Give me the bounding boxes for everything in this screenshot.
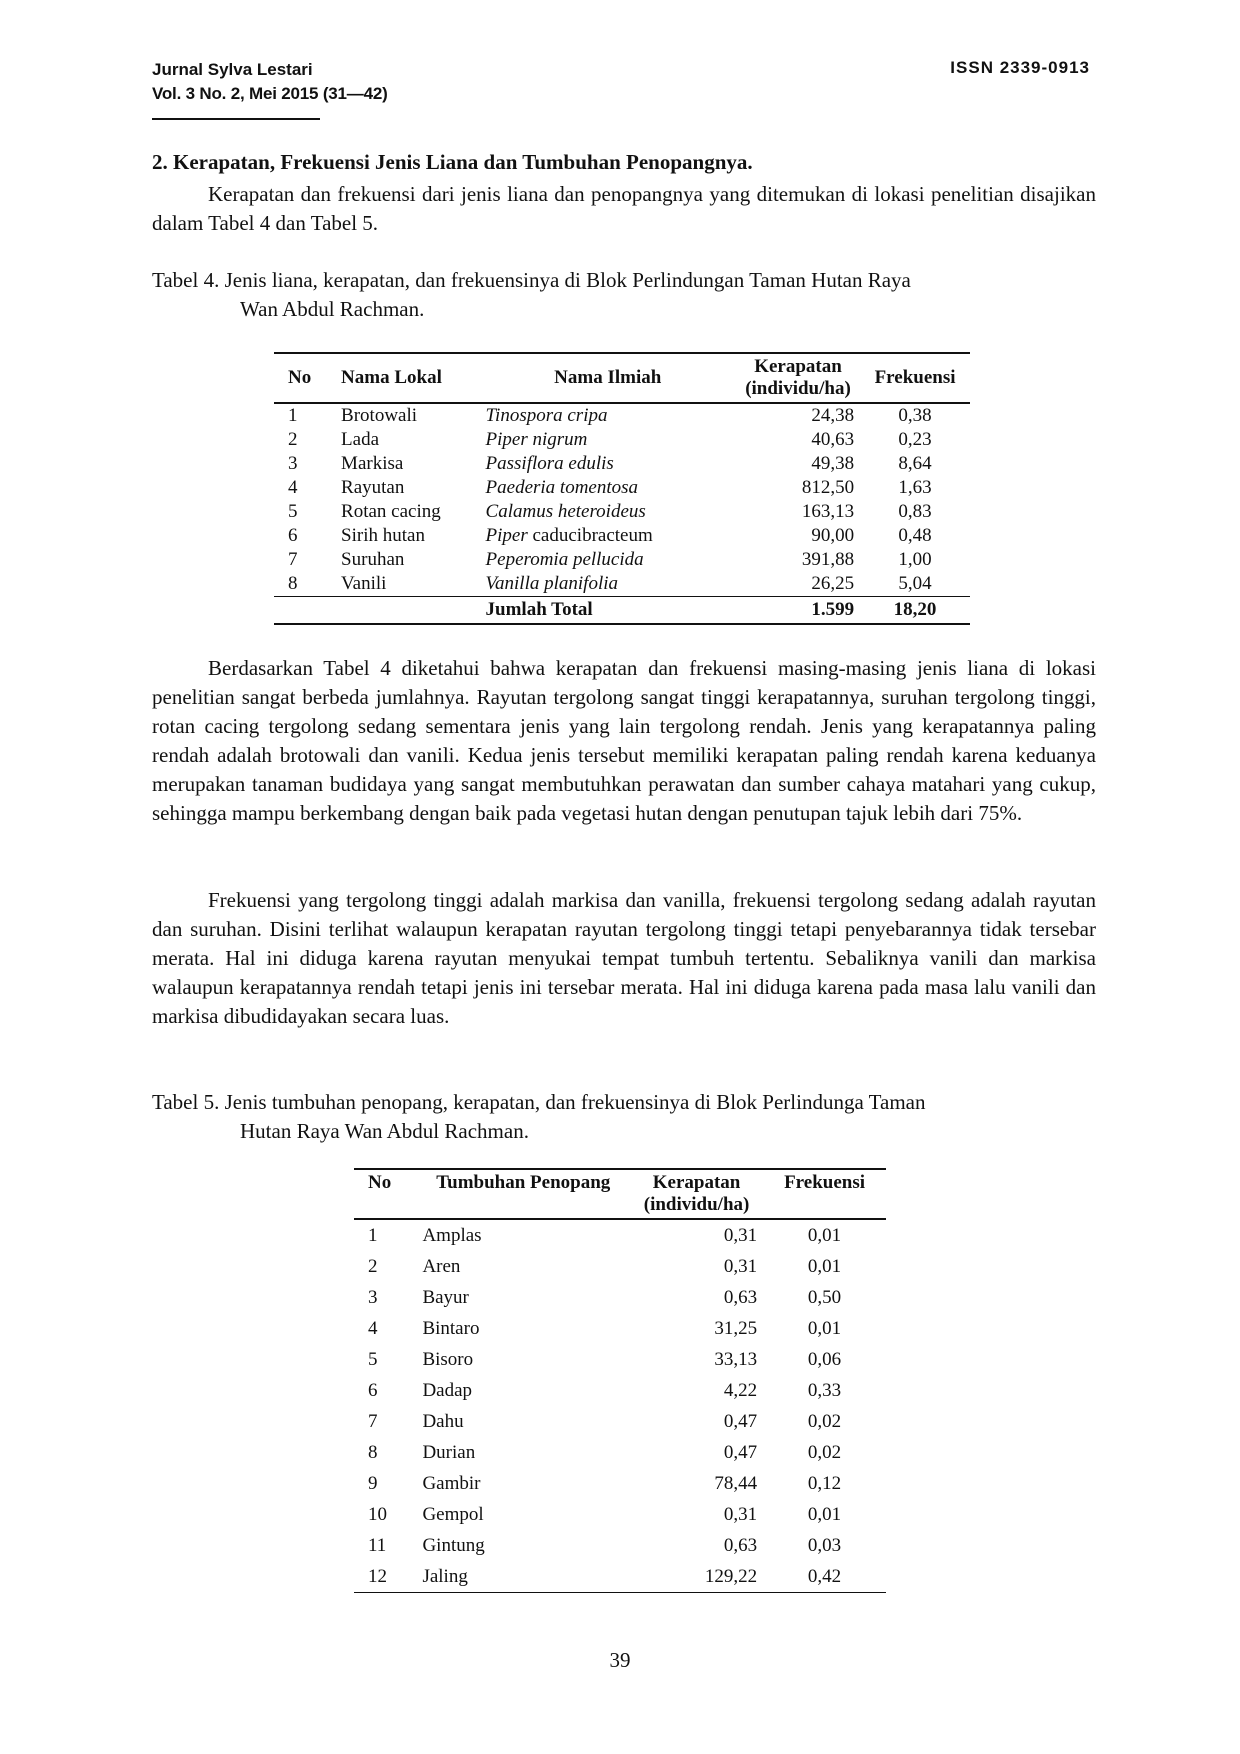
table4-cell-ilmiah: [480, 428, 736, 452]
table4-total-label: Jumlah Total: [485, 599, 593, 620]
table4-cell-kerapatan: 24,38: [811, 405, 855, 426]
table5-cell-penopang: Aren: [422, 1256, 461, 1277]
table5-header-kerapatan-2: (individu/ha): [643, 1194, 750, 1215]
table4-header-kerapatan: [736, 353, 860, 403]
table5-cell-no: 8: [368, 1442, 378, 1463]
discussion-paragraph-2-text: Frekuensi yang tergolong tinggi adalah markisa dan vanilla, frekuensi tergolong sedang adalah rayutan dan suruhan. Disini terlihat walaupun kerapatan rayutan tergolong tinggi tetapi penyebarannya tidak tersebar merata. Hal ini diduga karena rayutan menyukai tempat tumbuh tertentu. Sebaliknya vanili dan markisa walaupun kerapatannya rendah tetapi jenis ini tersebar merata. Hal ini diduga karena pada masa lalu vanili dan markisa dibudidayakan secara luas.: [152, 888, 1096, 1028]
table5-cell-frekuensi: 0,50: [807, 1287, 842, 1308]
section-intro-text: Kerapatan dan frekuensi dari jenis liana dan penopangnya yang ditemukan di lokasi penelitian disajikan dalam Tabel 4 dan Tabel 5.: [152, 182, 1096, 235]
table4-cell-no: 7: [288, 549, 298, 570]
table4-cell-lokal: Rotan cacing: [341, 501, 441, 522]
table4-cell-ilmiah: [480, 403, 736, 428]
table4-header-frekuensi: Frekuensi: [874, 367, 956, 388]
table4-cell-no: 8: [288, 573, 298, 594]
table4-cell-frekuensi: 0,83: [898, 501, 932, 522]
table5-cell-no: 2: [368, 1256, 378, 1277]
table4-total-kerapatan: 1.599: [811, 599, 855, 620]
table5-row: [354, 1530, 886, 1561]
table5-cell-kerapatan: 4,22: [723, 1380, 758, 1401]
table4-total-empty-lokal: [335, 597, 479, 625]
table5-caption-line2: Hutan Raya Wan Abdul Rachman.: [240, 1119, 529, 1143]
table4-body: [274, 403, 970, 597]
table4-row: [274, 452, 970, 476]
table4-cell-lokal: Rayutan: [341, 477, 405, 498]
table4-caption-line1: Tabel 4. Jenis liana, kerapatan, dan frekuensinya di Blok Perlindungan Taman Hutan Raya: [152, 268, 911, 292]
table5-cell-no: 10: [368, 1504, 387, 1525]
section-title: 2. Kerapatan, Frekuensi Jenis Liana dan Tumbuhan Penopangnya.: [152, 150, 753, 174]
table4-cell-ilmiah-italic: Piper nigrum: [485, 429, 588, 450]
table4-cell-no: 1: [288, 405, 298, 426]
discussion-paragraph-2: [152, 886, 1096, 1031]
section-intro: [152, 180, 1096, 238]
table5-cell-kerapatan: 0,63: [723, 1287, 758, 1308]
table4-cell-ilmiah: [480, 572, 736, 597]
table5-cell-penopang: Bisoro: [422, 1349, 474, 1370]
table4-cell-lokal: Lada: [341, 429, 380, 450]
table4-cell-frekuensi: 0,23: [898, 429, 932, 450]
table4-caption: [152, 266, 1096, 324]
table5-cell-frekuensi: 0,02: [807, 1442, 842, 1463]
table5-caption: [152, 1088, 1096, 1146]
table5-cell-penopang: Gempol: [422, 1504, 484, 1525]
table4-cell-ilmiah-italic: Passiflora edulis: [485, 453, 614, 474]
table5-cell-frekuensi: 0,03: [807, 1535, 842, 1556]
table5-row: [354, 1499, 886, 1530]
table5-cell-frekuensi: 0,02: [807, 1411, 842, 1432]
table4-row: [274, 403, 970, 428]
table5-row: [354, 1437, 886, 1468]
table4-row: [274, 476, 970, 500]
table5-cell-no: 9: [368, 1473, 378, 1494]
table5-cell-frekuensi: 0,01: [807, 1225, 842, 1246]
table5-cell-frekuensi: 0,42: [807, 1566, 842, 1587]
table4-cell-lokal: Sirih hutan: [341, 525, 425, 546]
table5-header-row: [354, 1169, 886, 1219]
table4-cell-kerapatan: 26,25: [811, 573, 855, 594]
table4-cell-kerapatan: 40,63: [811, 429, 855, 450]
table5-cell-kerapatan: 33,13: [714, 1349, 758, 1370]
table4-cell-ilmiah-italic: Piper: [485, 525, 528, 546]
table4-cell-ilmiah: [480, 452, 736, 476]
table4-header-kerapatan-2: (individu/ha): [745, 378, 851, 399]
table5-row: [354, 1468, 886, 1499]
table4-cell-kerapatan: 49,38: [811, 453, 855, 474]
table5-cell-kerapatan: 0,31: [723, 1504, 758, 1525]
table4-header-row: [274, 353, 970, 403]
table4-cell-no: 5: [288, 501, 298, 522]
table5-cell-no: 12: [368, 1566, 387, 1587]
table5-cell-frekuensi: 0,06: [807, 1349, 842, 1370]
table4-cell-lokal: Markisa: [341, 453, 404, 474]
table4-cell-lokal: Brotowali: [341, 405, 418, 426]
table4-row: [274, 572, 970, 597]
table4-cell-ilmiah: [480, 524, 736, 548]
table4-cell-no: 4: [288, 477, 298, 498]
table4-cell-kerapatan: 391,88: [801, 549, 855, 570]
table4-cell-frekuensi: 1,00: [898, 549, 932, 570]
table4-row: [274, 524, 970, 548]
table4-cell-frekuensi: 8,64: [898, 453, 932, 474]
table4-header-lokal: Nama Lokal: [341, 367, 442, 388]
table4-cell-kerapatan: 163,13: [801, 501, 855, 522]
table4-cell-no: 3: [288, 453, 298, 474]
table5-cell-penopang: Bintaro: [422, 1318, 480, 1339]
discussion-paragraph-1-text: Berdasarkan Tabel 4 diketahui bahwa kerapatan dan frekuensi masing-masing jenis liana di lokasi penelitian sangat berbeda jumlahnya. Rayutan tergolong sangat tinggi kerapatannya, suruhan tergolong tinggi, rotan cacing tergolong sedang sementara jenis yang lain tergolong rendah. Jenis yang kerapatannya paling rendah adalah brotowali dan vanili. Kedua jenis tersebut memiliki kerapatan paling rendah karena keduanya merupakan tanaman budidaya yang sangat membutuhkan perawatan dan sumber cahaya matahari yang cukup, sehingga mampu berkembang dengan baik pada vegetasi hutan dengan penutupan tajuk lebih dari 75%.: [152, 656, 1096, 825]
table4-total-frekuensi: 18,20: [893, 599, 937, 620]
table4-cell-ilmiah-italic: Vanilla planifolia: [485, 573, 619, 594]
table5-cell-penopang: Amplas: [422, 1225, 482, 1246]
table5-header-kerapatan: [630, 1169, 763, 1219]
table4-header-ilmiah: Nama Ilmiah: [554, 367, 662, 388]
table5-cell-no: 11: [368, 1535, 387, 1556]
journal-header: [152, 58, 388, 106]
journal-volume: Vol. 3 No. 2, Mei 2015 (31—42): [152, 84, 388, 103]
table4-cell-kerapatan: 90,00: [811, 525, 855, 546]
table5-row: [354, 1251, 886, 1282]
table5-cell-frekuensi: 0,12: [807, 1473, 842, 1494]
table5-cell-penopang: Jaling: [422, 1566, 468, 1587]
table4-cell-lokal: Suruhan: [341, 549, 405, 570]
table4-total-row: [274, 597, 970, 625]
table5-header-no: No: [368, 1172, 392, 1193]
table5-header-kerapatan-1: Kerapatan: [652, 1172, 741, 1193]
table5-cell-frekuensi: 0,01: [807, 1318, 842, 1339]
issn: ISSN 2339-0913: [950, 58, 1090, 77]
table4-cell-ilmiah-italic: Paederia tomentosa: [485, 477, 639, 498]
discussion-paragraph-1: [152, 654, 1096, 828]
table5-cell-kerapatan: 0,31: [723, 1256, 758, 1277]
table4-cell-frekuensi: 5,04: [898, 573, 932, 594]
table5-cell-kerapatan: 0,63: [723, 1535, 758, 1556]
table4-cell-ilmiah-italic: Peperomia pellucida: [485, 549, 644, 570]
table5-cell-penopang: Durian: [422, 1442, 476, 1463]
table4-header-kerapatan-1: Kerapatan: [754, 356, 842, 377]
table4-cell-no: 6: [288, 525, 298, 546]
table5-cell-no: 3: [368, 1287, 378, 1308]
table4-cell-ilmiah-italic: Calamus heteroideus: [485, 501, 646, 522]
header-rule: [152, 118, 320, 120]
table5-cell-kerapatan: 0,47: [723, 1442, 758, 1463]
table5-cell-no: 7: [368, 1411, 378, 1432]
table5-header-frekuensi: Frekuensi: [784, 1172, 865, 1193]
table5-cell-frekuensi: 0,33: [807, 1380, 842, 1401]
table4-cell-frekuensi: 1,63: [898, 477, 932, 498]
table4-cell-ilmiah-italic: Tinospora cripa: [485, 405, 608, 426]
table4-cell-lokal: Vanili: [341, 573, 387, 594]
table5-cell-no: 1: [368, 1225, 378, 1246]
table4-cell-no: 2: [288, 429, 298, 450]
table4-row: [274, 428, 970, 452]
table5-row: [354, 1282, 886, 1313]
table5-body: [354, 1219, 886, 1593]
table5-cell-frekuensi: 0,01: [807, 1256, 842, 1277]
table5-cell-no: 5: [368, 1349, 378, 1370]
table4-row: [274, 548, 970, 572]
table5-row: [354, 1219, 886, 1251]
table5-cell-penopang: Bayur: [422, 1287, 469, 1308]
page-number: 39: [609, 1648, 631, 1672]
table5-cell-penopang: Gambir: [422, 1473, 481, 1494]
table5-cell-penopang: Dahu: [422, 1411, 464, 1432]
table5-row: [354, 1561, 886, 1593]
table5-cell-kerapatan: 0,31: [723, 1225, 758, 1246]
table5-cell-kerapatan: 78,44: [714, 1473, 758, 1494]
table5-caption-line1: Tabel 5. Jenis tumbuhan penopang, kerapatan, dan frekuensinya di Blok Perlindunga Taman: [152, 1090, 926, 1114]
table5-cell-frekuensi: 0,01: [807, 1504, 842, 1525]
table4-row: [274, 500, 970, 524]
table5-cell-kerapatan: 0,47: [723, 1411, 758, 1432]
table4-cell-ilmiah: [480, 476, 736, 500]
table4-caption-line2: Wan Abdul Rachman.: [240, 297, 425, 321]
table4: [274, 352, 970, 625]
table5-cell-kerapatan: 129,22: [704, 1566, 758, 1587]
table4-cell-ilmiah: [480, 548, 736, 572]
table4-total-empty-no: [274, 597, 335, 625]
table5-cell-no: 4: [368, 1318, 378, 1339]
table5-row: [354, 1313, 886, 1344]
table5: [354, 1168, 886, 1593]
table5-header-penopang: Tumbuhan Penopang: [436, 1172, 611, 1193]
table5-cell-kerapatan: 31,25: [714, 1318, 758, 1339]
table5-row: [354, 1406, 886, 1437]
table4-header-no: No: [288, 367, 312, 388]
table5-row: [354, 1344, 886, 1375]
table5-cell-no: 6: [368, 1380, 378, 1401]
table4-cell-ilmiah: [480, 500, 736, 524]
table5-cell-penopang: Gintung: [422, 1535, 485, 1556]
journal-name: Jurnal Sylva Lestari: [152, 60, 313, 79]
table4-cell-kerapatan: 812,50: [801, 477, 855, 498]
table5-cell-penopang: Dadap: [422, 1380, 473, 1401]
table4-cell-frekuensi: 0,38: [898, 405, 932, 426]
table4-cell-ilmiah-plain: caducibracteum: [527, 525, 653, 546]
table5-row: [354, 1375, 886, 1406]
table4-cell-frekuensi: 0,48: [898, 525, 932, 546]
